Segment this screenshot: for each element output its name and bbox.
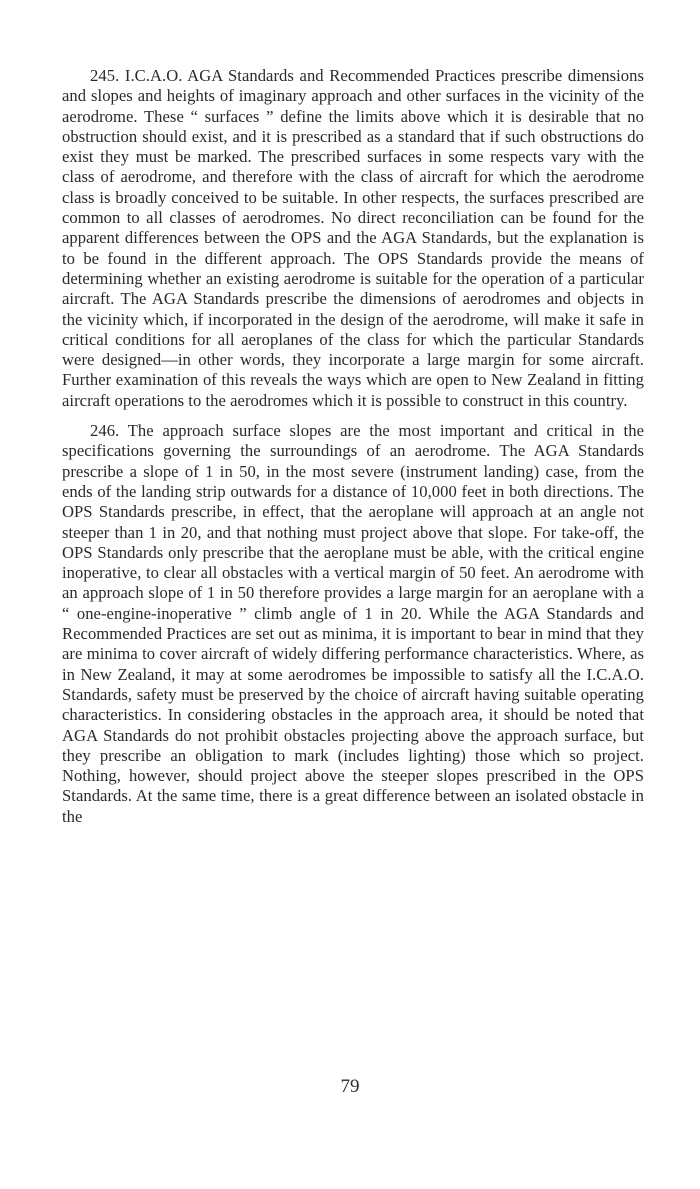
paragraph-number: 245. xyxy=(90,66,120,85)
paragraph-246 xyxy=(62,421,644,827)
document-page xyxy=(62,66,644,827)
paragraph-245 xyxy=(62,66,644,411)
paragraph-text: I.C.A.O. AGA Standards and Recommended Practices prescribe dimensions and slopes and heights of imaginary approach and other surfaces in the vicinity of the aerodrome. These “ surfaces ” define the limits above which it is desirable that no obstruction should exist, and it is prescribed as a standard that if such obstructions do exist they must be marked. The prescribed surfaces in some respects vary with the class of aerodrome, and therefore with the class of aircraft for which the aerodrome class is broadly conceived to be suitable. In other respects, the surfaces prescribed are common to all classes of aerodromes. No direct reconciliation can be found for the apparent differences between the OPS and the AGA Standards, but the explanation is to be found in the different approach. The OPS Standards provide the means of determining whether an existing aerodrome is suitable for the operation of a particular aircraft. The AGA Standards prescribe the dimensions of aerodromes and objects in the vicinity which, if incorporated in the design of the aerodrome, will make it safe in critical conditions for all aeroplanes of the class for which the particular Standards were designed—in other words, they incorporate a large margin for some aircraft. Further examination of this reveals the ways which are open to New Zealand in fitting aircraft operations to the aerodromes which it is possible to construct in this country. xyxy=(62,66,645,410)
page-number: 79 xyxy=(340,1076,360,1097)
paragraph-number: 246. xyxy=(90,421,120,441)
paragraph-text: The approach surface slopes are the most important and critical in the specifications governing the surroundings of an aerodrome. The AGA Standards prescribe a slope of 1 in 50, in the most severe (instrument landing) case, from the ends of the landing strip outwards for a distance of 10,000 feet in both directions. The OPS Standards prescribe, in effect, that the aeroplane will approach at an angle not steeper than 1 in 20, and that nothing must project above that slope. For take-off, the OPS Standards only prescribe that the aeroplane must be able, with the critical engine inoperative, to clear all obstacles with a vertical margin of 50 feet. An aerodrome with an approach slope of 1 in 50 therefore provides a large margin for an aeroplane with a “ one-engine-inoperative ” climb angle of 1 in 20. While the AGA Standards and Recommended Practices are set out as minima, it is important to bear in mind that they are minima to cover aircraft of widely differing performance characteristics. Where, as in New Zealand, it may at some aerodromes be impossible to satisfy all the I.C.A.O. Standards, safety must be preserved by the choice of aircraft having suitable operating characteristics. In considering obstacles in the approach area, it should be noted that AGA Standards do not prohibit obstacles projecting above the approach surface, but they prescribe an obligation to mark (includes lighting) those which so project. Nothing, however, should project above the steeper slopes prescribed in the OPS Standards. At the same time, there is a great difference between an isolated obstacle in the xyxy=(62,421,644,826)
